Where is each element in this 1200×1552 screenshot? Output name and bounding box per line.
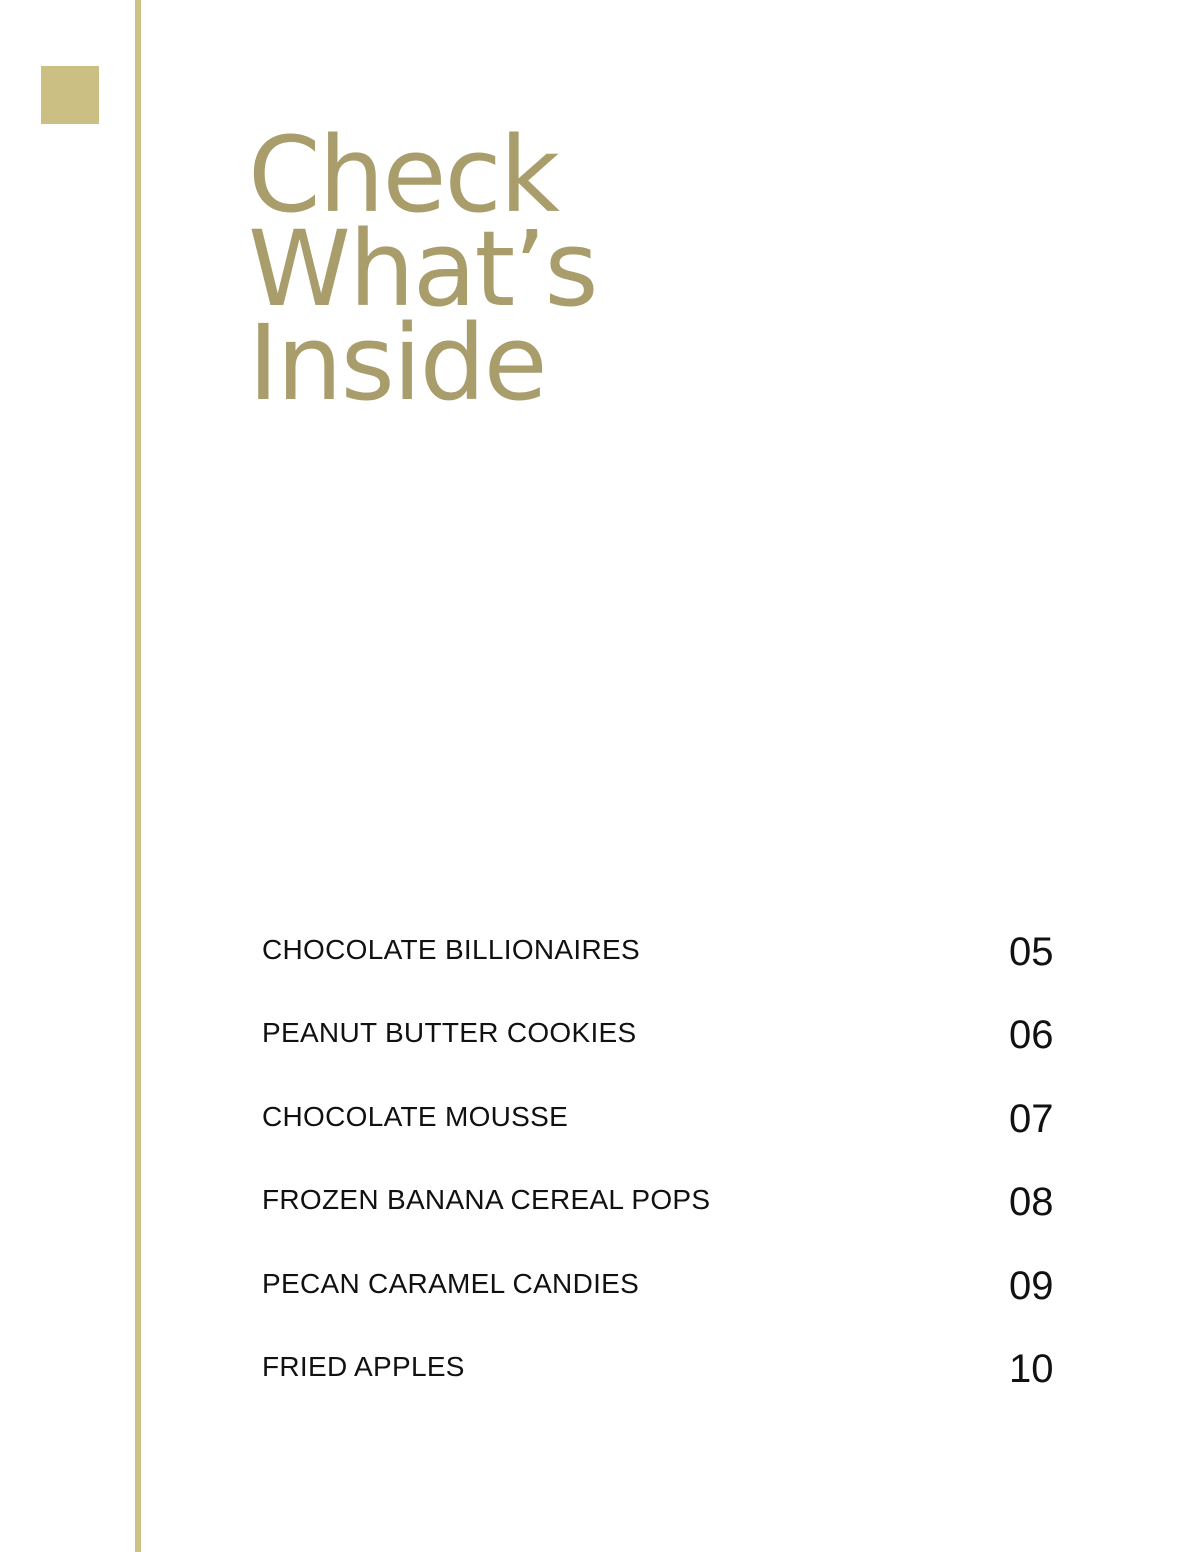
toc-entry-title: FRIED APPLES (262, 1350, 465, 1382)
table-of-contents (262, 930, 1062, 1430)
toc-entry-title: FROZEN BANANA CEREAL POPS (262, 1184, 711, 1216)
toc-entry-title: CHOCOLATE BILLIONAIRES (262, 934, 640, 965)
title-line-2: What’s (248, 208, 597, 330)
toc-entry-page: 06 (1009, 1013, 1054, 1058)
accent-square (41, 66, 99, 124)
toc-entry[interactable] (262, 1013, 1062, 1096)
toc-entry[interactable] (262, 1097, 1062, 1180)
toc-entry-title: PECAN CARAMEL CANDIES (262, 1267, 640, 1299)
page-title (248, 114, 597, 424)
toc-entry-page: 10 (1009, 1346, 1054, 1391)
title-line-1: Check (248, 114, 558, 236)
toc-entry-page: 08 (1009, 1180, 1054, 1225)
toc-entry-page: 07 (1009, 1096, 1054, 1141)
title-line-3: Inside (248, 302, 546, 424)
toc-entry[interactable] (262, 930, 1062, 1013)
toc-entry-title: CHOCOLATE MOUSSE (262, 1100, 569, 1132)
toc-entry[interactable] (262, 1347, 1062, 1430)
toc-entry-page: 05 (1009, 930, 1054, 974)
toc-entry[interactable] (262, 1264, 1062, 1347)
vertical-accent-rule (135, 0, 141, 1552)
toc-entry[interactable] (262, 1180, 1062, 1263)
toc-entry-page: 09 (1009, 1263, 1054, 1308)
toc-entry-title: PEANUT BUTTER COOKIES (262, 1017, 637, 1049)
